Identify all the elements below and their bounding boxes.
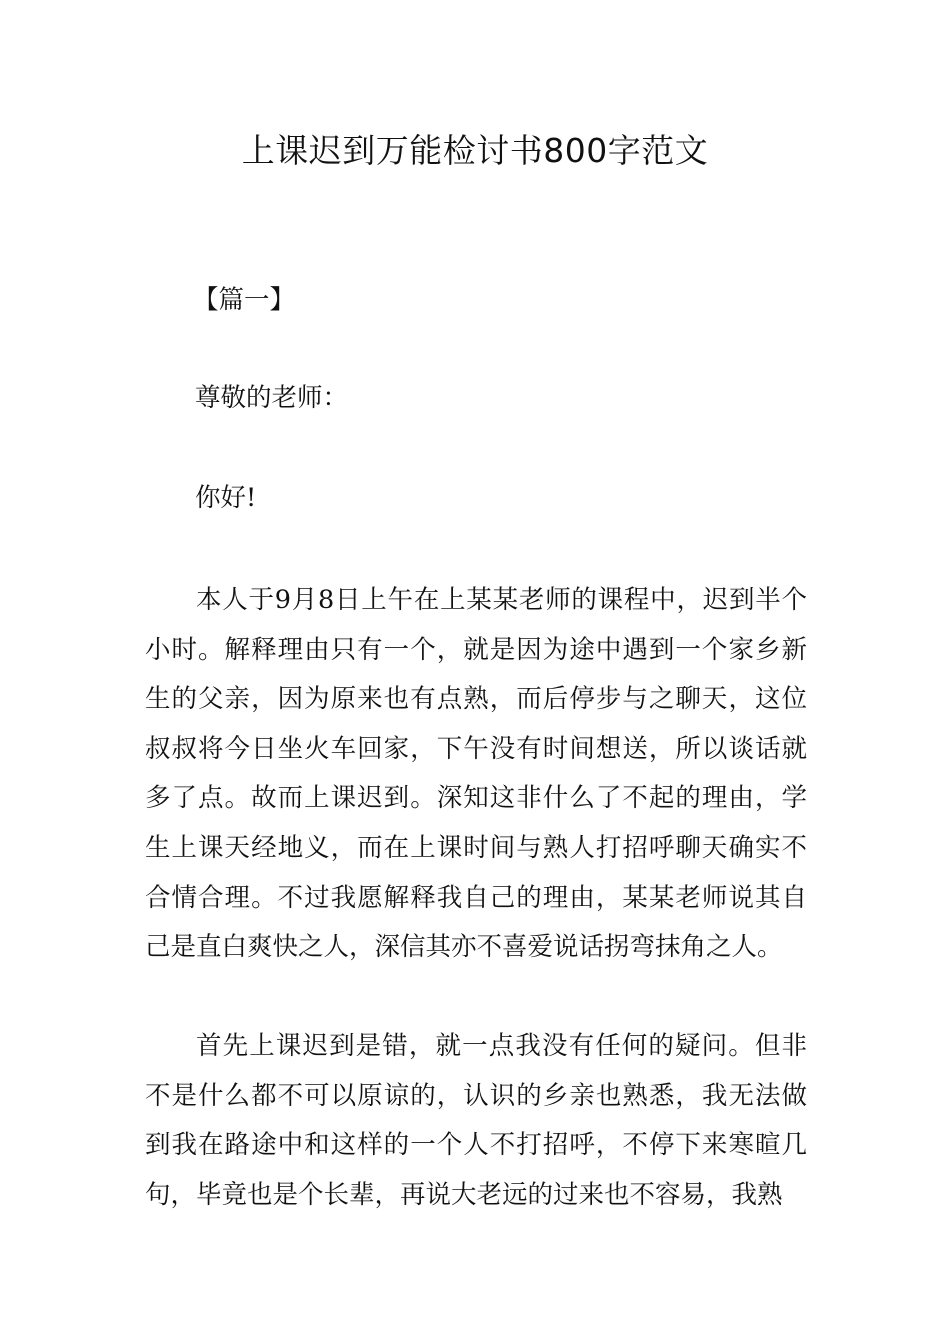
salutation: 尊敬的老师： — [195, 383, 349, 413]
paragraph: 首先上课迟到是错，就一点我没有任何的疑问。但非不是什么都不可以原谅的，认识的乡亲也熟悉，我无法做到我在路途中和这样的一个人不打招呼，不停下来寒暄几句，毕竟也是个长辈，再说大老远的过来也不容易，我熟 — [145, 1031, 807, 1210]
greeting: 你好! — [195, 483, 257, 513]
section-label: 【篇一】 — [193, 285, 296, 315]
paragraph: 本人于9月8日上午在上某某老师的课程中，迟到半个小时。解释理由只有一个，就是因为途中遇到一个家乡新生的父亲，因为原来也有点熟，而后停步与之聊天，这位叔叔将今日坐火车回家，下午没有时间想送，所以谈话就多了点。故而上课迟到。深知这非什么了不起的理由，学生上课天经地义，而在上课时间与熟人打招呼聊天确实不合情合理。不过我愿解释我自己的理由，某某老师说其自己是直白爽快之人，深信其亦不喜爱说话拐弯抹角之人。 — [145, 585, 807, 963]
document-title: 上课迟到万能检讨书800字范文 — [241, 131, 709, 170]
